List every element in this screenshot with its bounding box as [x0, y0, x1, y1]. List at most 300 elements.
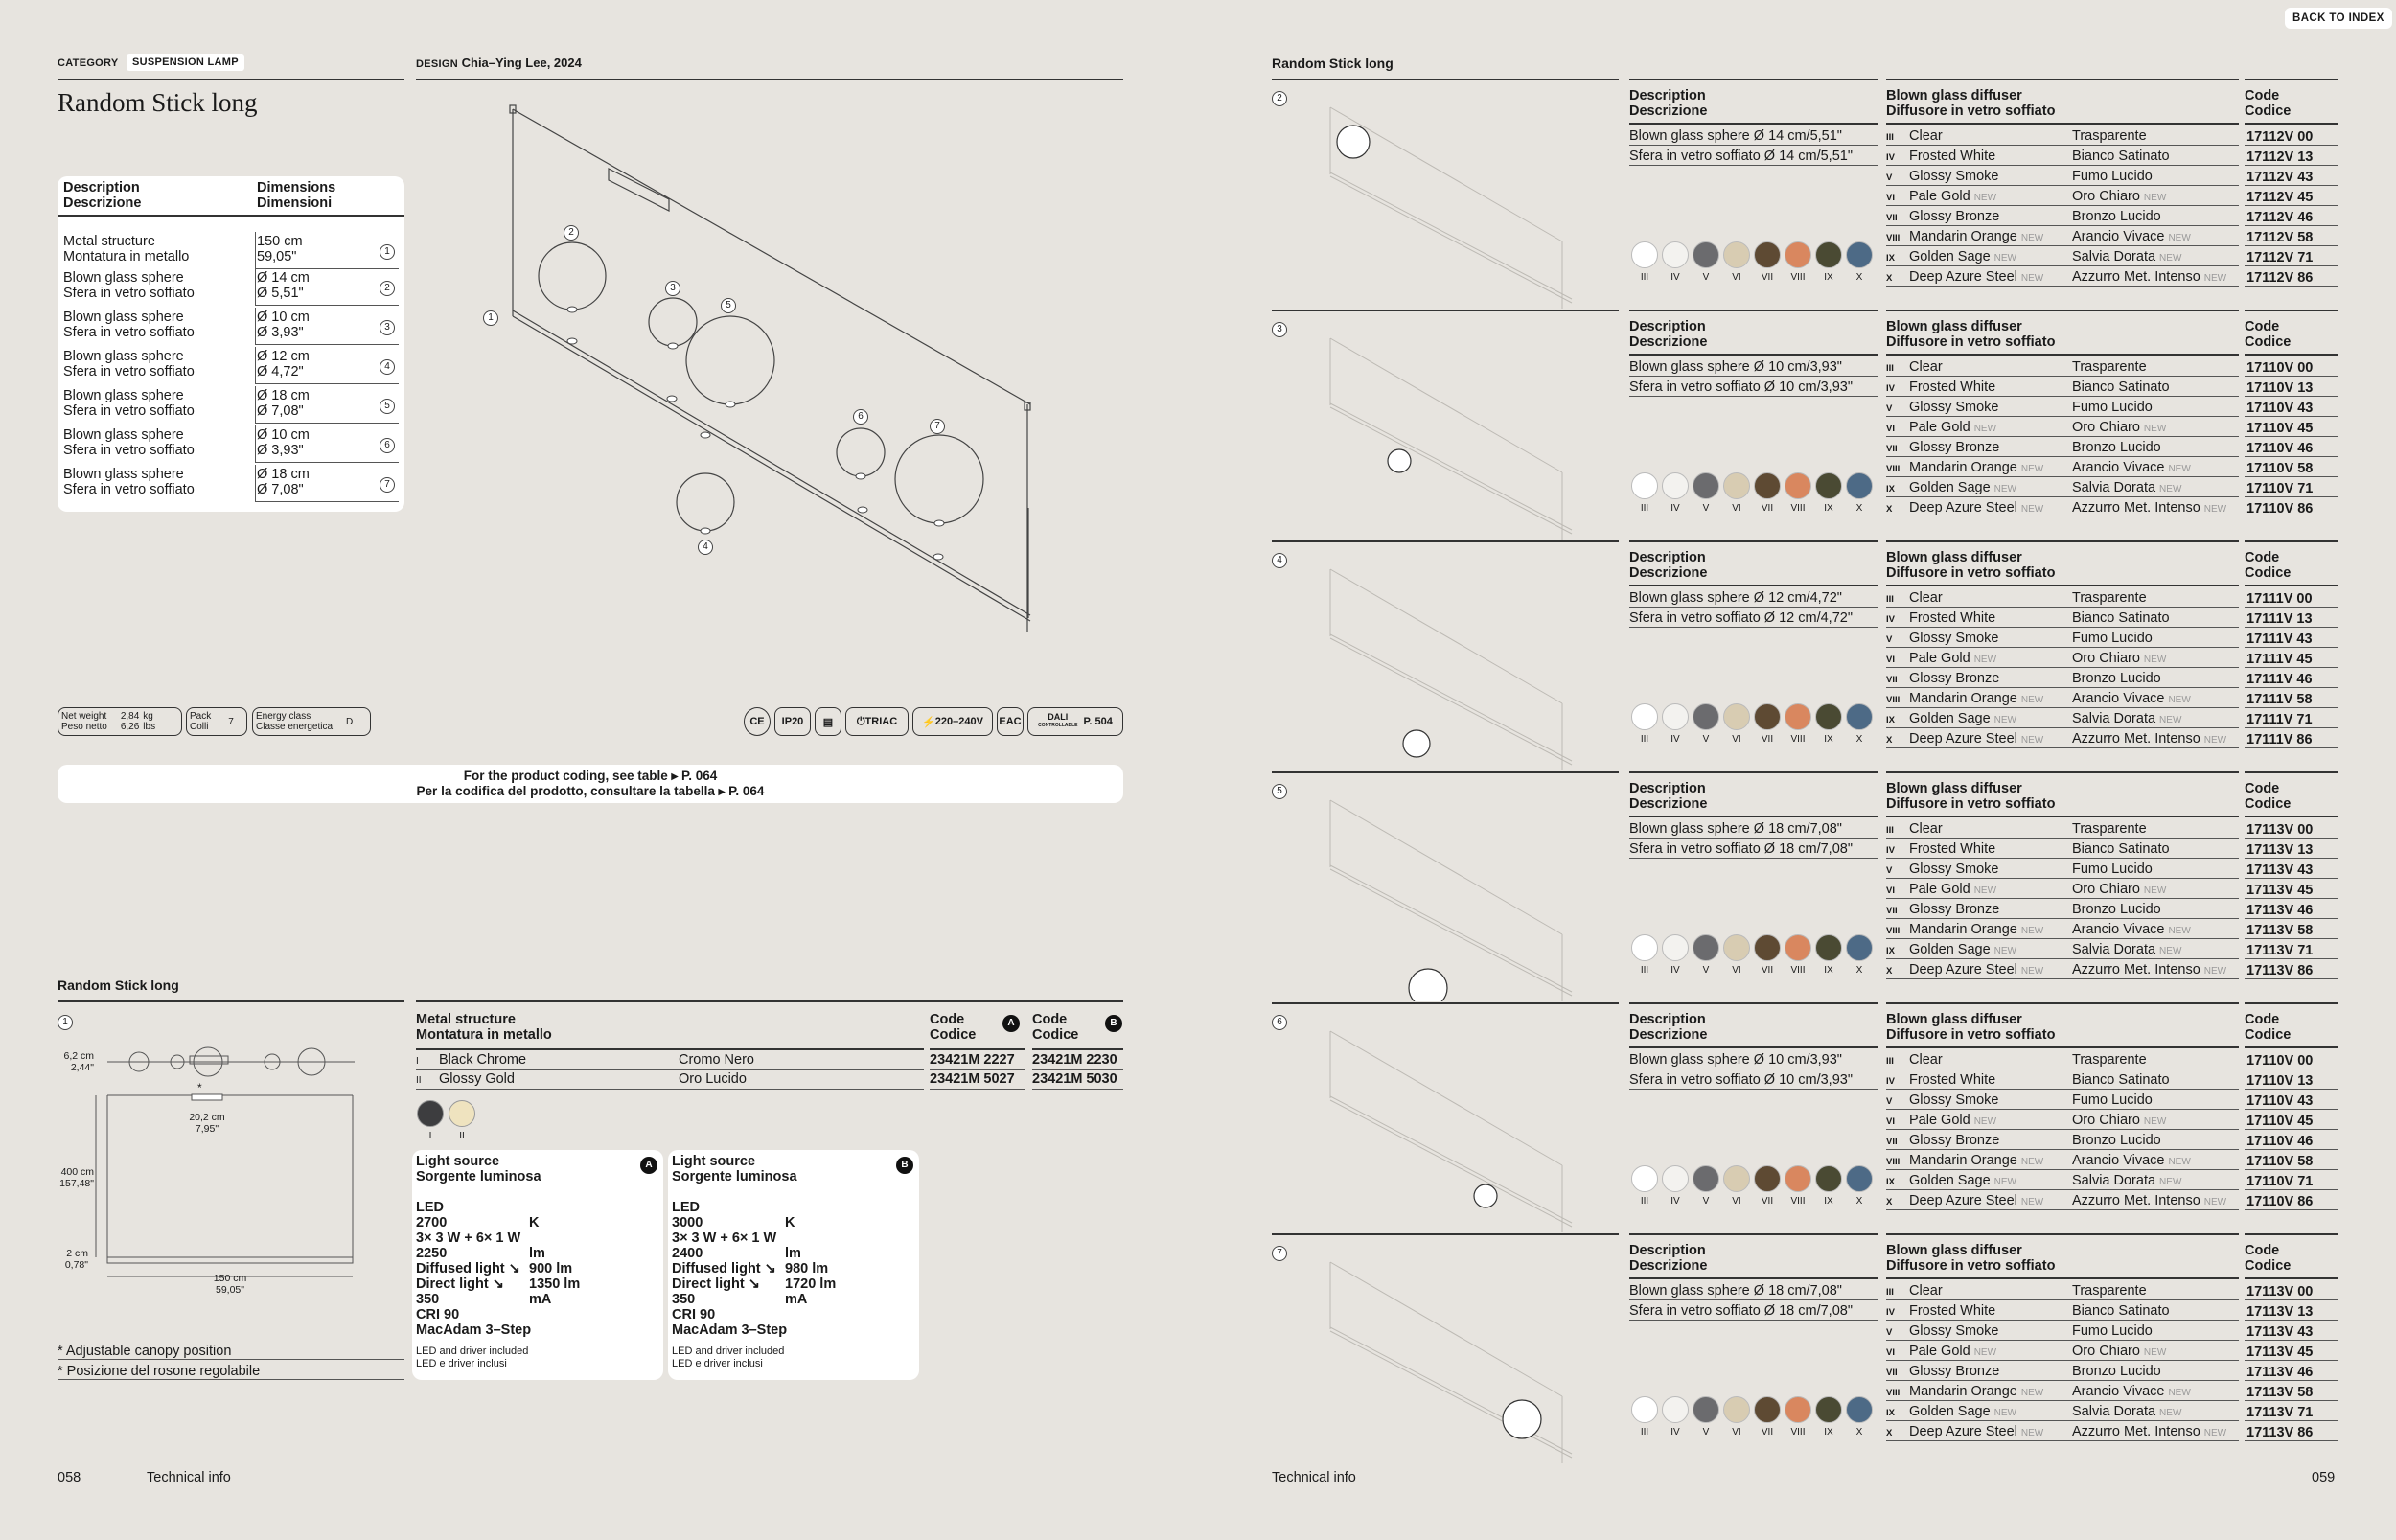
block-desc-en: Blown glass sphere Ø 12 cm/4,72": [1629, 590, 1842, 606]
finish-code: 17111V 45: [2246, 652, 2313, 667]
finish-code: 17110V 58: [2246, 1154, 2314, 1169]
canopy-notes: * Adjustable canopy position * Posizione del rosone regolabile: [58, 1344, 261, 1379]
finish-row-it: Oro Chiaro NEW: [2072, 420, 2167, 435]
structure-code-b: 23421M 5030: [1032, 1071, 1117, 1087]
block-diffuser-header: Blown glass diffuser Diffusore in vetro soffiato: [1886, 550, 2056, 581]
color-swatch: [1754, 1396, 1781, 1423]
lamp-dimension-drawing: [58, 1035, 364, 1284]
product-title: Random Stick long: [58, 88, 258, 117]
finish-code: 17111V 00: [2246, 591, 2313, 607]
block-code-header: Code Codice: [2245, 1243, 2292, 1274]
dim-canopy: 6,2 cm 2,44": [63, 1050, 94, 1073]
dimensions-table: Description Descrizione Dimensions Dimensioni Metal structure Montatura in metallo 150 cm 59,05" 1 Blown glass sphere Sfera in vetro soffiato Ø 14 cm Ø 5,51" 2 Blown glass sphere Sfera in vetro soffiato Ø 10 cm Ø 3,93" 3 Blown glass sphere Sfera in vetro soffiato Ø 12 cm Ø 4,72" 4 Blown glass sphere Sfera in vetro soffiato Ø 18 cm Ø 7,08" 5 Blown glass sphere Sfera in vetro soffiato Ø 10 cm Ø 3,93" 6 Blown glass sphere Sfera in vetro soffiato Ø 18 cm Ø 7,08" 7: [58, 176, 404, 512]
eac-mark-icon: EAC: [997, 707, 1024, 736]
finish-row: X Deep Azure Steel NEW: [1886, 962, 2044, 977]
color-swatch: [1785, 1396, 1811, 1423]
block-desc-it: Sfera in vetro soffiato Ø 14 cm/5,51": [1629, 149, 1853, 164]
finish-code: 17110V 00: [2246, 360, 2314, 376]
coding-note: For the product coding, see table ▸ P. 064 Per la codifica del prodotto, consultare la tabella ▸ P. 064: [58, 765, 1123, 803]
color-swatch-label: V: [1702, 734, 1710, 745]
dim-row-value: Ø 18 cm Ø 7,08": [257, 467, 310, 497]
finish-row-it: Azzurro Met. Intenso NEW: [2072, 962, 2227, 977]
color-swatch-label: IX: [1824, 272, 1833, 283]
finish-code: 17112V 86: [2246, 270, 2314, 286]
finish-row: III Clear: [1886, 128, 1943, 144]
finish-row-it: Salvia Dorata NEW: [2072, 1404, 2182, 1419]
finish-code: 17113V 43: [2246, 1324, 2314, 1340]
structure-swatch: [449, 1100, 475, 1127]
block-desc-header: Description Descrizione: [1629, 1243, 1708, 1274]
finish-row-it: Bronzo Lucido: [2072, 902, 2161, 917]
dim-row-callout: 1: [380, 241, 395, 260]
color-swatch: [1754, 472, 1781, 499]
energy-class-badge: Energy class Classe energetica D: [252, 707, 371, 736]
structure-row: II Glossy Gold: [416, 1071, 515, 1087]
color-swatch: [1815, 703, 1842, 730]
color-swatch-label: III: [1640, 272, 1649, 283]
color-swatch: [1846, 934, 1873, 961]
color-swatch-label: IV: [1670, 1427, 1680, 1437]
color-swatch: [1693, 1396, 1719, 1423]
finish-row-it: Bronzo Lucido: [2072, 440, 2161, 455]
color-swatch-label: IX: [1824, 1427, 1833, 1437]
color-swatch-label: IV: [1670, 272, 1680, 283]
color-swatch: [1846, 241, 1873, 268]
finish-row: X Deep Azure Steel NEW: [1886, 1193, 2044, 1208]
finish-row: V Glossy Smoke: [1886, 631, 1999, 646]
color-swatch-label: VII: [1761, 503, 1774, 514]
design-credit: DESIGN Chia–Ying Lee, 2024: [416, 56, 582, 70]
dim-row-desc: Metal structure Montatura in metallo: [63, 234, 190, 264]
color-swatch: [1815, 934, 1842, 961]
color-swatch-label: X: [1855, 965, 1863, 976]
dim-row-desc: Blown glass sphere Sfera in vetro soffiato: [63, 349, 195, 379]
finish-row-it: Azzurro Met. Intenso NEW: [2072, 1424, 2227, 1439]
finish-row-it: Salvia Dorata NEW: [2072, 480, 2182, 495]
finish-code: 17113V 46: [2246, 903, 2314, 918]
dim-row-value: Ø 10 cm Ø 3,93": [257, 310, 310, 340]
color-swatch: [1754, 1165, 1781, 1192]
finish-row: V Glossy Smoke: [1886, 862, 1999, 877]
finish-code: 17113V 71: [2246, 1405, 2314, 1420]
finish-code: 17110V 71: [2246, 1174, 2314, 1189]
finish-row: VI Pale Gold NEW: [1886, 651, 1997, 666]
color-swatch-label: IV: [1670, 965, 1680, 976]
block-desc-header: Description Descrizione: [1629, 88, 1708, 119]
color-swatch: [1723, 1165, 1750, 1192]
color-swatch: [1693, 241, 1719, 268]
dim-row-value: Ø 10 cm Ø 3,93": [257, 427, 310, 458]
color-swatch: [1785, 1165, 1811, 1192]
code-a-header: Code Codice: [930, 1012, 977, 1043]
structure-swatch-label: II: [459, 1131, 465, 1141]
color-swatch-label: X: [1855, 272, 1863, 283]
finish-row: VII Glossy Bronze: [1886, 671, 2000, 686]
color-swatch-label: III: [1640, 1427, 1649, 1437]
block-lamp-thumbnail: [1284, 1022, 1601, 1232]
dim-row-value: Ø 18 cm Ø 7,08": [257, 388, 310, 419]
finish-row: III Clear: [1886, 821, 1943, 837]
color-swatch-label: V: [1702, 1196, 1710, 1207]
finish-code: 17111V 58: [2246, 692, 2313, 707]
dim-star: *: [197, 1081, 202, 1094]
finish-row: VII Glossy Bronze: [1886, 1133, 2000, 1148]
finish-row-it: Bianco Satinato: [2072, 1303, 2170, 1319]
block-number: 4: [1272, 550, 1287, 568]
finish-row: IV Frosted White: [1886, 1303, 1996, 1319]
block-diffuser-header: Blown glass diffuser Diffusore in vetro soffiato: [1886, 1012, 2056, 1043]
dim-row-value: 150 cm 59,05": [257, 234, 303, 264]
color-swatch-label: VIII: [1790, 1427, 1806, 1437]
code-a-badge: A: [1002, 1013, 1020, 1032]
finish-code: 17113V 43: [2246, 862, 2314, 878]
finish-code: 17113V 58: [2246, 1385, 2314, 1400]
finish-code: 17112V 45: [2246, 190, 2314, 205]
block-lamp-thumbnail: [1284, 98, 1601, 309]
finish-row-it: Trasparente: [2072, 590, 2147, 606]
block-desc-header: Description Descrizione: [1629, 781, 1708, 812]
finish-row: X Deep Azure Steel NEW: [1886, 1424, 2044, 1439]
finish-row-it: Bronzo Lucido: [2072, 671, 2161, 686]
dim-row-callout: 5: [380, 396, 395, 414]
finish-code: 17110V 45: [2246, 421, 2314, 436]
finish-row: VIII Mandarin Orange NEW: [1886, 460, 2044, 475]
lower-callout-1: 1: [58, 1012, 73, 1030]
color-swatch: [1631, 472, 1658, 499]
block-desc-it: Sfera in vetro soffiato Ø 10 cm/3,93": [1629, 1072, 1853, 1088]
finish-row-it: Trasparente: [2072, 1052, 2147, 1068]
color-swatch: [1723, 934, 1750, 961]
color-swatch: [1785, 241, 1811, 268]
finish-row: VII Glossy Bronze: [1886, 440, 2000, 455]
structure-code-b: 23421M 2230: [1032, 1052, 1117, 1068]
color-swatch: [1785, 472, 1811, 499]
finish-row: VI Pale Gold NEW: [1886, 882, 1997, 897]
category-label: CATEGORY: [58, 57, 119, 69]
finish-row-it: Bianco Satinato: [2072, 1072, 2170, 1088]
color-swatch: [1662, 934, 1689, 961]
color-swatch-label: IV: [1670, 503, 1680, 514]
finish-code: 17110V 86: [2246, 1194, 2314, 1209]
dali-badge: DALI CONTROLLABLE P. 504: [1027, 707, 1123, 736]
finish-row: III Clear: [1886, 1052, 1943, 1068]
color-swatch: [1693, 934, 1719, 961]
dim-row-desc: Blown glass sphere Sfera in vetro soffiato: [63, 388, 195, 419]
finish-row: VII Glossy Bronze: [1886, 902, 2000, 917]
color-swatch-label: IV: [1670, 1196, 1680, 1207]
dim-row-value: Ø 14 cm Ø 5,51": [257, 270, 310, 301]
finish-row-it: Trasparente: [2072, 1283, 2147, 1299]
color-swatch-label: III: [1640, 734, 1649, 745]
finish-row-it: Fumo Lucido: [2072, 1092, 2153, 1108]
finish-row-it: Bronzo Lucido: [2072, 209, 2161, 224]
color-swatch-label: VII: [1761, 1427, 1774, 1437]
structure-row: I Black Chrome: [416, 1052, 527, 1068]
color-swatch: [1662, 241, 1689, 268]
finish-row: V Glossy Smoke: [1886, 400, 1999, 415]
block-desc-header: Description Descrizione: [1629, 319, 1708, 350]
finish-row-it: Trasparente: [2072, 359, 2147, 375]
color-swatch-label: V: [1702, 503, 1710, 514]
color-swatch: [1631, 1165, 1658, 1192]
finish-row-it: Oro Chiaro NEW: [2072, 1113, 2167, 1128]
finish-row-it: Bianco Satinato: [2072, 841, 2170, 857]
dim-row-desc: Blown glass sphere Sfera in vetro soffiato: [63, 270, 195, 301]
structure-header: Metal structure Montatura in metallo: [416, 1012, 552, 1043]
color-swatch: [1815, 472, 1842, 499]
finish-row-it: Fumo Lucido: [2072, 1323, 2153, 1339]
color-swatch-label: VIII: [1790, 272, 1806, 283]
finish-row-it: Bianco Satinato: [2072, 610, 2170, 626]
finish-row: IX Golden Sage NEW: [1886, 1173, 2016, 1188]
finish-row: IX Golden Sage NEW: [1886, 1404, 2016, 1419]
finish-row-it: Arancio Vivace NEW: [2072, 691, 2191, 706]
finish-code: 17112V 13: [2246, 149, 2314, 165]
block-code-header: Code Codice: [2245, 781, 2292, 812]
finish-row-it: Bianco Satinato: [2072, 149, 2170, 164]
finish-code: 17111V 43: [2246, 632, 2313, 647]
color-swatch: [1662, 1396, 1689, 1423]
color-swatch-label: V: [1702, 1427, 1710, 1437]
net-weight-badge: Net weight Peso netto 2,84 6,26 kg lbs: [58, 707, 182, 736]
finish-code: 17113V 46: [2246, 1365, 2314, 1380]
finish-row-it: Arancio Vivace NEW: [2072, 1384, 2191, 1399]
finish-row: VIII Mandarin Orange NEW: [1886, 1153, 2044, 1168]
finish-row-it: Bronzo Lucido: [2072, 1133, 2161, 1148]
block-number: 6: [1272, 1012, 1287, 1030]
color-swatch-label: VI: [1732, 965, 1741, 976]
block-code-header: Code Codice: [2245, 1012, 2292, 1043]
finish-code: 17110V 46: [2246, 1134, 2314, 1149]
finish-row: IX Golden Sage NEW: [1886, 249, 2016, 264]
dim-length: 150 cm 59,05": [213, 1273, 247, 1296]
finish-row: X Deep Azure Steel NEW: [1886, 269, 2044, 285]
finish-row-it: Bianco Satinato: [2072, 379, 2170, 395]
finish-code: 17112V 71: [2246, 250, 2314, 265]
finish-row: IX Golden Sage NEW: [1886, 480, 2016, 495]
finish-row-it: Fumo Lucido: [2072, 631, 2153, 646]
finish-row: VIII Mandarin Orange NEW: [1886, 1384, 2044, 1399]
finish-row: VIII Mandarin Orange NEW: [1886, 691, 2044, 706]
finish-row: VIII Mandarin Orange NEW: [1886, 229, 2044, 244]
block-desc-header: Description Descrizione: [1629, 550, 1708, 581]
back-to-index-button[interactable]: BACK TO INDEX: [2285, 8, 2392, 29]
finish-row: VIII Mandarin Orange NEW: [1886, 922, 2044, 937]
color-swatch-label: X: [1855, 503, 1863, 514]
block-number: 2: [1272, 88, 1287, 106]
finish-code: 17113V 86: [2246, 963, 2314, 978]
block-desc-en: Blown glass sphere Ø 18 cm/7,08": [1629, 1283, 1842, 1299]
drawing-callout-1: 1: [483, 308, 498, 326]
finish-row: IV Frosted White: [1886, 841, 1996, 857]
dim-row-value: Ø 12 cm Ø 4,72": [257, 349, 310, 379]
finish-row-it: Salvia Dorata NEW: [2072, 942, 2182, 957]
class-ii-icon: ▤: [815, 707, 841, 736]
finish-code: 17113V 71: [2246, 943, 2314, 958]
color-swatch-label: VI: [1732, 734, 1741, 745]
color-swatch: [1815, 1165, 1842, 1192]
finish-row-it: Azzurro Met. Intenso NEW: [2072, 269, 2227, 285]
color-swatch: [1693, 1165, 1719, 1192]
page-number-right: 059: [2312, 1470, 2336, 1485]
block-number: 7: [1272, 1243, 1287, 1261]
finish-code: 17113V 00: [2246, 1284, 2314, 1299]
block-desc-it: Sfera in vetro soffiato Ø 12 cm/4,72": [1629, 610, 1853, 626]
finish-row: VI Pale Gold NEW: [1886, 420, 1997, 435]
color-swatch: [1815, 1396, 1842, 1423]
finish-code: 17112V 43: [2246, 170, 2314, 185]
color-swatch: [1723, 1396, 1750, 1423]
finish-row: III Clear: [1886, 359, 1943, 375]
drawing-callout-2: 2: [564, 222, 579, 241]
voltage-badge: ⚡ 220–240V: [912, 707, 993, 736]
lower-title: Random Stick long: [58, 977, 179, 993]
dim-row-callout: 7: [380, 474, 395, 493]
color-swatch-label: IX: [1824, 965, 1833, 976]
structure-code-a: 23421M 5027: [930, 1071, 1015, 1087]
finish-code: 17110V 58: [2246, 461, 2314, 476]
color-swatch: [1631, 934, 1658, 961]
color-swatch: [1723, 472, 1750, 499]
block-code-header: Code Codice: [2245, 88, 2292, 119]
finish-row-it: Trasparente: [2072, 128, 2147, 144]
finish-row: VII Glossy Bronze: [1886, 1364, 2000, 1379]
color-swatch-label: VI: [1732, 1427, 1741, 1437]
dim-row-desc: Blown glass sphere Sfera in vetro soffiato: [63, 467, 195, 497]
block-lamp-thumbnail: [1284, 560, 1601, 770]
finish-code: 17113V 86: [2246, 1425, 2314, 1440]
category-value: SUSPENSION LAMP: [127, 54, 244, 71]
color-swatch-label: VI: [1732, 1196, 1741, 1207]
finish-code: 17113V 45: [2246, 883, 2314, 898]
color-swatch-label: VII: [1761, 1196, 1774, 1207]
color-swatch-label: III: [1640, 1196, 1649, 1207]
pack-badge: Pack Colli 7: [186, 707, 247, 736]
color-swatch: [1785, 934, 1811, 961]
dim-bar-width: 20,2 cm 7,95": [189, 1112, 225, 1135]
finish-row-it: Oro Chiaro NEW: [2072, 1344, 2167, 1359]
block-number: 3: [1272, 319, 1287, 337]
color-swatch-label: III: [1640, 965, 1649, 976]
block-code-header: Code Codice: [2245, 550, 2292, 581]
dim-row-callout: 2: [380, 278, 395, 296]
color-swatch: [1846, 472, 1873, 499]
finish-code: 17110V 45: [2246, 1114, 2314, 1129]
finish-code: 17113V 13: [2246, 842, 2314, 858]
color-swatch-label: X: [1855, 734, 1863, 745]
block-diffuser-header: Blown glass diffuser Diffusore in vetro soffiato: [1886, 781, 2056, 812]
finish-row: X Deep Azure Steel NEW: [1886, 500, 2044, 516]
code-b-header: Code Codice: [1032, 1012, 1079, 1043]
color-swatch-label: V: [1702, 965, 1710, 976]
block-desc-en: Blown glass sphere Ø 10 cm/3,93": [1629, 359, 1842, 375]
finish-row-it: Salvia Dorata NEW: [2072, 711, 2182, 726]
finish-code: 17110V 00: [2246, 1053, 2314, 1069]
finish-row: X Deep Azure Steel NEW: [1886, 731, 2044, 747]
color-swatch-label: VII: [1761, 734, 1774, 745]
block-diffuser-header: Blown glass diffuser Diffusore in vetro soffiato: [1886, 319, 2056, 350]
finish-code: 17110V 71: [2246, 481, 2314, 496]
code-b-badge: B: [1105, 1013, 1122, 1032]
finish-row: VI Pale Gold NEW: [1886, 1344, 1997, 1359]
finish-row: V Glossy Smoke: [1886, 1092, 1999, 1108]
color-swatch-label: VIII: [1790, 503, 1806, 514]
block-desc-it: Sfera in vetro soffiato Ø 18 cm/7,08": [1629, 841, 1853, 857]
finish-row-it: Oro Chiaro NEW: [2072, 882, 2167, 897]
block-diffuser-header: Blown glass diffuser Diffusore in vetro soffiato: [1886, 88, 2056, 119]
color-swatch-label: VIII: [1790, 1196, 1806, 1207]
dim-row-callout: 4: [380, 356, 395, 375]
dim-row-desc: Blown glass sphere Sfera in vetro soffiato: [63, 310, 195, 340]
block-desc-en: Blown glass sphere Ø 10 cm/3,93": [1629, 1052, 1842, 1068]
color-swatch: [1631, 241, 1658, 268]
block-lamp-thumbnail: [1284, 329, 1601, 540]
finish-row-it: Arancio Vivace NEW: [2072, 460, 2191, 475]
triac-badge: ⏻ TRIAC: [845, 707, 909, 736]
right-page-title: Random Stick long: [1272, 56, 1394, 71]
color-swatch-label: VIII: [1790, 734, 1806, 745]
finish-code: 17110V 46: [2246, 441, 2314, 456]
finish-code: 17113V 13: [2246, 1304, 2314, 1320]
color-swatch-label: VII: [1761, 272, 1774, 283]
finish-row-it: Salvia Dorata NEW: [2072, 249, 2182, 264]
color-swatch: [1846, 1396, 1873, 1423]
finish-row: IX Golden Sage NEW: [1886, 942, 2016, 957]
ce-mark-icon: CE: [744, 707, 771, 736]
finish-row: IV Frosted White: [1886, 149, 1996, 164]
finish-row: V Glossy Smoke: [1886, 1323, 1999, 1339]
finish-row: IX Golden Sage NEW: [1886, 711, 2016, 726]
finish-code: 17110V 13: [2246, 1073, 2314, 1089]
color-swatch-label: X: [1855, 1196, 1863, 1207]
color-swatch: [1693, 472, 1719, 499]
footer-label-right: Technical info: [1272, 1470, 1356, 1485]
finish-code: 17111V 71: [2246, 712, 2313, 727]
finish-row-it: Oro Chiaro NEW: [2072, 189, 2167, 204]
structure-swatch-label: I: [428, 1131, 432, 1141]
block-number: 5: [1272, 781, 1287, 799]
structure-swatch: [417, 1100, 444, 1127]
finish-row-it: Fumo Lucido: [2072, 862, 2153, 877]
color-swatch: [1723, 703, 1750, 730]
color-swatch-label: V: [1702, 272, 1710, 283]
color-swatch-label: IX: [1824, 734, 1833, 745]
dim-row-callout: 6: [380, 435, 395, 453]
finish-row-it: Arancio Vivace NEW: [2072, 922, 2191, 937]
color-swatch: [1785, 703, 1811, 730]
light-source-b: Light source Sorgente luminosa B LED 3000 K 3× 3 W + 6× 1 W 2400 lm Diffused light ↘ 980 lm Direct light ↘ 1720 lm 350 mA CRI 90 MacAdam 3–Step LED and driver included LED e driver inclusi: [668, 1150, 919, 1380]
dim-bar-height: 2 cm 0,78": [64, 1248, 88, 1271]
finish-row-it: Arancio Vivace NEW: [2072, 1153, 2191, 1168]
finish-row-it: Azzurro Met. Intenso NEW: [2072, 1193, 2227, 1208]
finish-row: VI Pale Gold NEW: [1886, 1113, 1997, 1128]
finish-row: III Clear: [1886, 590, 1943, 606]
finish-row: III Clear: [1886, 1283, 1943, 1299]
finish-row: IV Frosted White: [1886, 1072, 1996, 1088]
structure-row-it: Cromo Nero: [679, 1052, 754, 1068]
finish-code: 17113V 58: [2246, 923, 2314, 938]
color-swatch: [1662, 472, 1689, 499]
block-desc-en: Blown glass sphere Ø 14 cm/5,51": [1629, 128, 1842, 144]
drawing-callout-5: 5: [721, 295, 736, 313]
color-swatch-label: VIII: [1790, 965, 1806, 976]
finish-row-it: Fumo Lucido: [2072, 400, 2153, 415]
structure-row-it: Oro Lucido: [679, 1071, 747, 1087]
finish-code: 17110V 43: [2246, 401, 2314, 416]
finish-code: 17110V 86: [2246, 501, 2314, 517]
color-swatch: [1723, 241, 1750, 268]
block-desc-it: Sfera in vetro soffiato Ø 18 cm/7,08": [1629, 1303, 1853, 1319]
